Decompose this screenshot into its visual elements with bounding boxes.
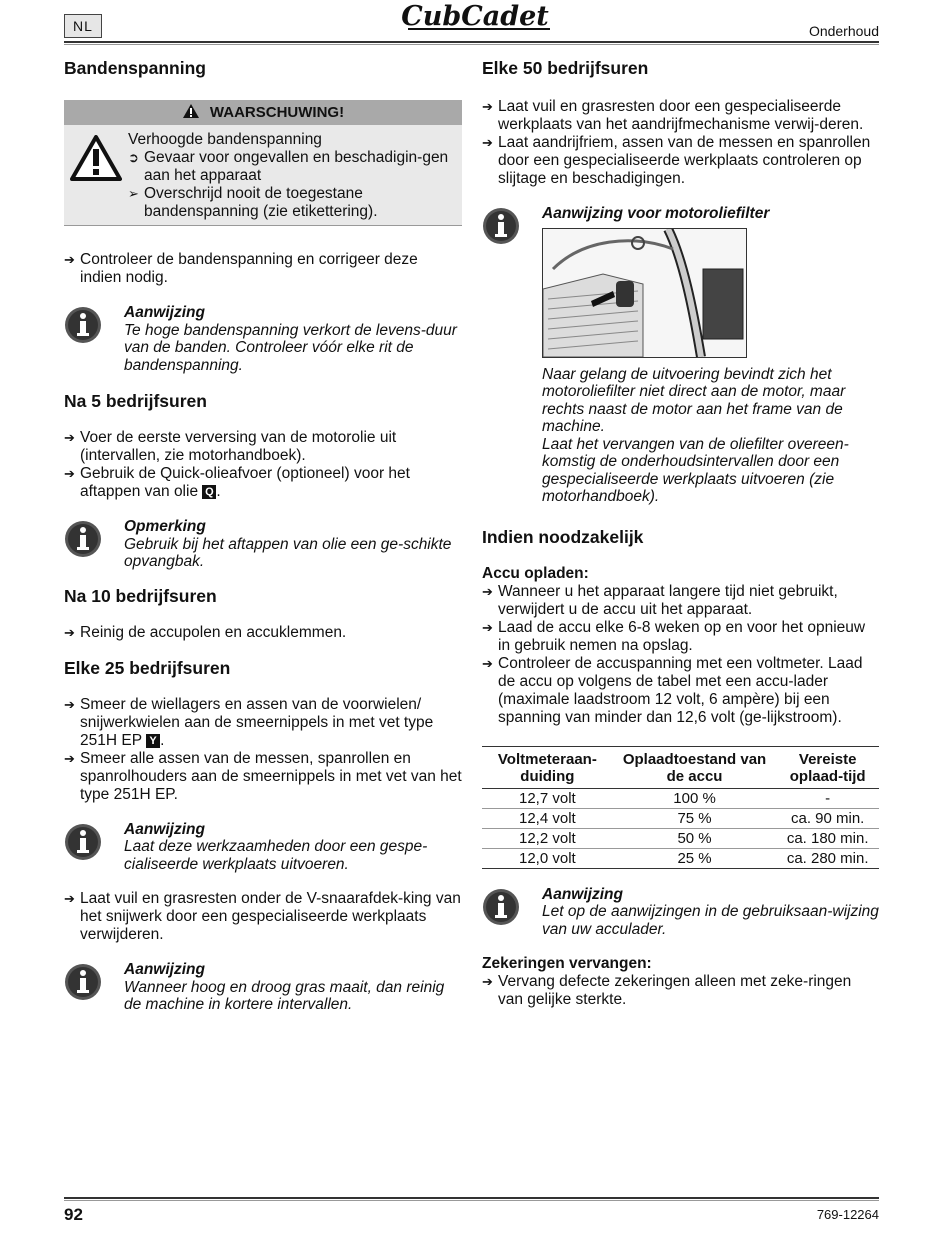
warning-line-2: ➲ Gevaar voor ongevallen en beschadigin-gen aan het apparaat bbox=[128, 149, 449, 184]
step-check-voltage: ➔ Controleer de accuspanning met een voltmeter. Laad de accu op volgens de tabel met een accu-lader (maximale laadstroom 12 volt, 6 ampère) bij een spanning van minder dan 12,6 volt (ge-lijkstroom). bbox=[482, 654, 863, 726]
table-cell: 100 % bbox=[613, 788, 777, 808]
warning-label: WAARSCHUWING! bbox=[209, 104, 345, 121]
note-dry-grass bbox=[64, 961, 462, 1014]
section-title-5h: Na 5 bedrijfsuren bbox=[64, 391, 207, 411]
table-header: Oplaadtoestand van de accu bbox=[613, 746, 777, 788]
note-text: Laat deze werkzaamheden door een gespe-cialiseerde werkplaats uitvoeren. bbox=[124, 838, 428, 873]
note-title: Opmerking bbox=[124, 518, 206, 535]
section-title-10h: Na 10 bedrijfsuren bbox=[64, 585, 217, 606]
info-icon bbox=[482, 888, 520, 926]
note-text-2: Laat het vervangen van de oliefilter overeen-komstig de onderhoudsintervallen door een gespecialiseerde werkplaats uitvoeren (zie motorhandboek). bbox=[542, 435, 849, 505]
page-number: 92 bbox=[64, 1205, 83, 1224]
note-oil-pan bbox=[64, 518, 462, 571]
section-title-50h: Elke 50 bedrijfsuren bbox=[482, 58, 649, 78]
arrow-icon: ➔ bbox=[482, 583, 493, 599]
note-workshop bbox=[64, 821, 462, 874]
table-row bbox=[482, 788, 879, 808]
arrow-icon: ➔ bbox=[64, 466, 75, 481]
table-row bbox=[482, 828, 879, 848]
step-quick-drain: ➔ Gebruik de Quick-olieafvoer (optioneel) voor het aftappen van olie Q . bbox=[64, 465, 410, 500]
note-title: Aanwijzing bbox=[124, 961, 205, 978]
section-title-tire-pressure: Bandenspanning bbox=[64, 58, 206, 78]
arrow-icon: ➔ bbox=[64, 624, 75, 640]
oil-filter-photo bbox=[542, 228, 747, 358]
note-title: Aanwijzing bbox=[124, 820, 205, 838]
left-column bbox=[64, 58, 462, 1014]
table-cell: 12,2 volt bbox=[482, 828, 613, 848]
step-oil-change: ➔ Voer de eerste verversing van de motorolie uit (intervallen, zie motorhandboek). bbox=[64, 429, 397, 464]
table-cell: 50 % bbox=[613, 828, 777, 848]
document-id: 769-12264 bbox=[816, 1207, 879, 1222]
note-text-1: Naar gelang de uitvoering bevindt zich het motoroliefilter niet direct aan de motor, maar rechts naast de motor aan het frame van de machine. bbox=[542, 365, 846, 435]
arrow-icon: ➔ bbox=[482, 99, 493, 114]
info-icon bbox=[64, 963, 102, 1001]
section-title-if-needed: Indien noodzakelijk bbox=[482, 526, 644, 547]
table-cell: 12,0 volt bbox=[482, 848, 613, 868]
table-cell: 12,7 volt bbox=[482, 788, 613, 808]
header-rule bbox=[64, 41, 879, 43]
table-header-row bbox=[482, 746, 879, 788]
note-charger bbox=[482, 886, 880, 939]
note-title: Aanwijzing voor motoroliefilter bbox=[542, 205, 770, 222]
step-v-belt-cover: ➔ Laat vuil en grasresten onder de V-snaarafdek-king van het snijwerk door een gespecialiseerde werkplaats verwijderen. bbox=[64, 890, 461, 943]
right-column bbox=[482, 58, 880, 1009]
table-cell: - bbox=[776, 788, 879, 808]
warning-line-3: ➢ Overschrijd nooit de toegestane bandenspanning (zie etikettering). bbox=[128, 185, 378, 220]
table-cell: ca. 180 min. bbox=[776, 828, 879, 848]
note-text: Gebruik bij het aftappen van olie een ge-schikte opvangbak. bbox=[124, 535, 452, 570]
table-cell: 12,4 volt bbox=[482, 808, 613, 828]
table-cell: ca. 280 min. bbox=[776, 848, 879, 868]
arrow-icon: ➔ bbox=[482, 655, 493, 671]
step-clean-drive: ➔ Laat vuil en grasresten door een gespecialiseerde werkplaats van het aandrijfmechanisme verwij-deren. bbox=[482, 98, 864, 133]
section-label: Onderhoud bbox=[808, 23, 879, 39]
subtitle-battery-charge: Accu opladen: bbox=[482, 564, 589, 582]
info-icon bbox=[64, 823, 102, 861]
step-check-tire: ➔ Controleer de bandenspanning en corrigeer deze indien nodig. bbox=[64, 251, 418, 286]
note-text: Wanneer hoog en droog gras maait, dan reinig de machine in kortere intervallen. bbox=[124, 978, 445, 1013]
table-header: Vereiste oplaad-tijd bbox=[776, 746, 879, 788]
warning-small-icon bbox=[182, 103, 200, 119]
arrow-icon: ➔ bbox=[64, 696, 75, 712]
arrow-icon: ➔ bbox=[482, 619, 493, 635]
arrow-icon: ➔ bbox=[64, 891, 75, 906]
warning-header bbox=[64, 100, 462, 125]
step-check-belt: ➔ Laat aandrijfriem, assen van de messen en spanrollen door een gespecialiseerde werkplaats controleren op slijtage en beschadigingen. bbox=[482, 134, 871, 187]
footer-rule-thin bbox=[64, 1200, 879, 1201]
table-cell: 25 % bbox=[613, 848, 777, 868]
step-grease-blades: ➔ Smeer alle assen van de messen, spanrollen en spanrolhouders aan de smeernippels in met vet van het type 251H EP. bbox=[64, 749, 462, 803]
hook-arrow-icon: ➲ bbox=[128, 150, 139, 165]
chevron-arrow-icon: ➢ bbox=[128, 186, 139, 201]
language-badge: NL bbox=[64, 14, 102, 38]
info-icon bbox=[64, 306, 102, 344]
warning-line-1: Verhoogde bandenspanning bbox=[128, 131, 322, 148]
arrow-icon: ➔ bbox=[64, 750, 75, 766]
arrow-icon: ➔ bbox=[482, 135, 493, 150]
table-header: Voltmeteraan-duiding bbox=[482, 746, 613, 788]
key-q-badge: Q bbox=[202, 485, 216, 499]
step-charge-interval: ➔ Laad de accu elke 6-8 weken op en voor het opnieuw in gebruik nemen na opslag. bbox=[482, 618, 866, 654]
table-row bbox=[482, 848, 879, 868]
footer-rule bbox=[64, 1197, 879, 1199]
header-rule-thin bbox=[64, 44, 879, 45]
arrow-icon: ➔ bbox=[64, 252, 75, 267]
info-icon bbox=[482, 207, 520, 245]
arrow-icon: ➔ bbox=[64, 430, 75, 445]
warning-body bbox=[64, 125, 462, 225]
subtitle-fuses: Zekeringen vervangen: bbox=[482, 955, 652, 972]
note-text: Te hoge bandenspanning verkort de levens-duur van de banden. Controleer vóór elke rit de bandenspanning. bbox=[124, 321, 457, 374]
table-cell: 75 % bbox=[613, 808, 777, 828]
brand-text: CubCadet bbox=[401, 1, 549, 32]
step-grease-wheels: ➔ Smeer de wiellagers en assen van de voorwielen/ snijwerkwielen aan de smeernippels in met vet type 251H EP Y . bbox=[64, 695, 434, 749]
info-icon bbox=[64, 520, 102, 558]
note-title: Aanwijzing bbox=[124, 304, 205, 321]
section-title-25h: Elke 25 bedrijfsuren bbox=[64, 657, 231, 678]
step-remove-battery: ➔ Wanneer u het apparaat langere tijd niet gebruikt, verwijdert u de accu uit het apparaat. bbox=[482, 582, 838, 618]
table-cell: ca. 90 min. bbox=[776, 808, 879, 828]
note-oil-filter bbox=[482, 205, 880, 506]
warning-box bbox=[64, 100, 462, 226]
key-y-badge: Y bbox=[146, 734, 160, 748]
arrow-icon: ➔ bbox=[482, 974, 493, 989]
table-row bbox=[482, 808, 879, 828]
step-replace-fuses: ➔ Vervang defecte zekeringen alleen met zeke-ringen van gelijke sterkte. bbox=[482, 973, 852, 1008]
warning-triangle-icon bbox=[70, 135, 122, 181]
note-title: Aanwijzing bbox=[542, 885, 623, 903]
step-clean-battery: ➔ Reinig de accupolen en accuklemmen. bbox=[64, 623, 347, 641]
note-tire bbox=[64, 304, 462, 374]
battery-charge-table bbox=[482, 746, 879, 869]
cub-cadet-logo bbox=[380, 0, 570, 34]
note-text: Let op de aanwijzingen in de gebruiksaan-wijzing van uw acculader. bbox=[542, 903, 879, 938]
